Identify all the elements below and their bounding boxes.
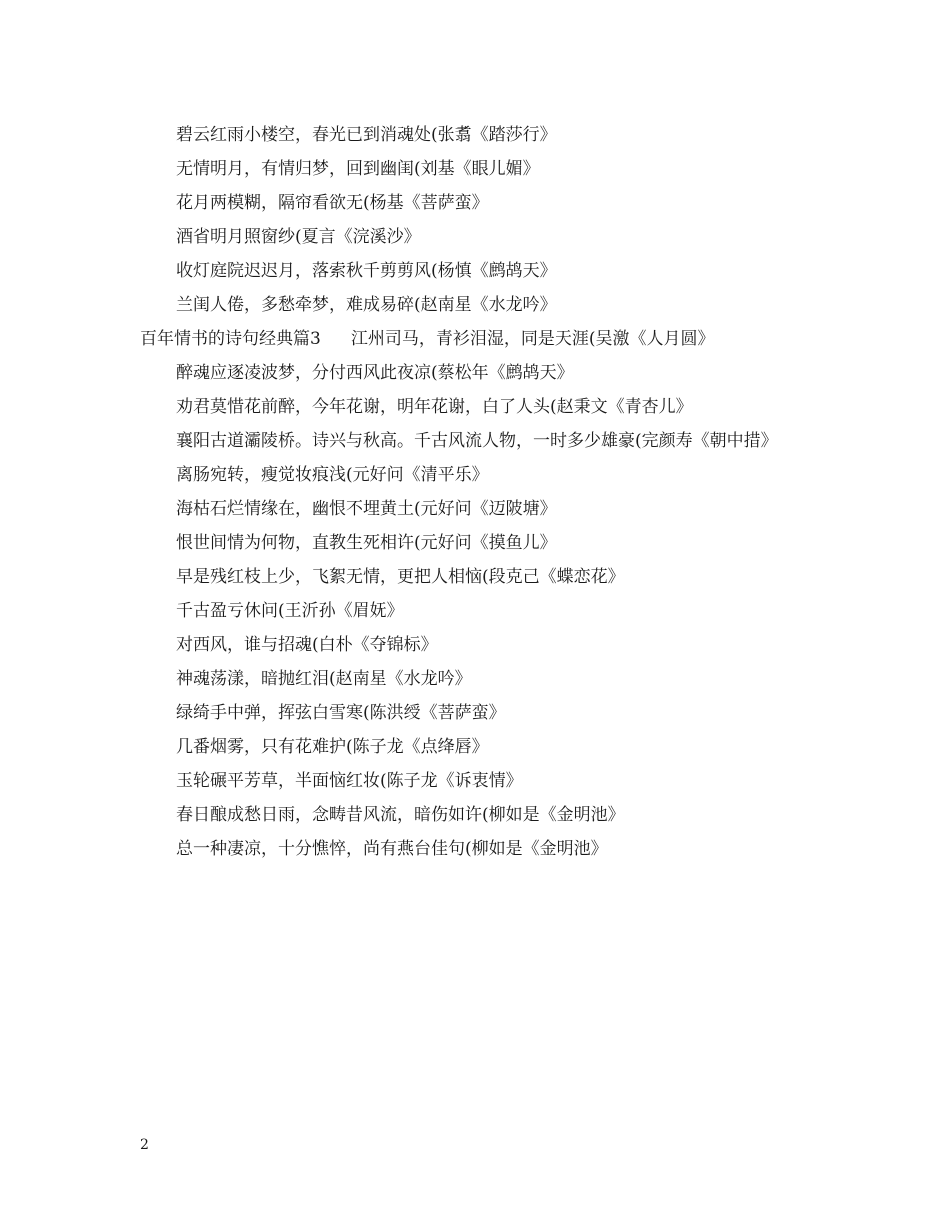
poem-line: 玉轮碾平芳草，半面恼红妆(陈子龙《诉衷情》 [176,771,523,791]
poem-line: 花月两模糊，隔帘看欲无(杨基《菩萨蛮》 [176,193,489,213]
poem-line: 春日酿成愁日雨，念畴昔风流，暗伤如许(柳如是《金明池》 [176,805,625,825]
poem-line: 江州司马，青衫泪湿，同是天涯(吴激《人月圆》 [350,329,715,349]
poem-line: 对西风，谁与招魂(白朴《夺锦标》 [176,635,438,655]
section-title: 百年情书的诗句经典篇3 [140,329,321,349]
poem-line: 无情明月，有情归梦，回到幽闺(刘基《眼儿媚》 [176,159,540,179]
poem-line: 几番烟雾，只有花难护(陈子龙《点绛唇》 [176,737,489,757]
poem-line: 神魂荡漾，暗抛红泪(赵南星《水龙吟》 [176,669,472,689]
poem-line: 收灯庭院迟迟月，落索秋千剪剪风(杨慎《鹧鸪天》 [176,261,557,281]
section-heading-line [140,322,820,356]
poem-line-wrapped: 襄阳古道灞陵桥。诗兴与秋高。千古风流人物，一时多少雄豪(完颜寿《朝中措》 [176,431,778,451]
poem-line: 酒省明月照窗纱(夏言《浣溪沙》 [176,227,421,247]
poem-line: 恨世间情为何物，直教生死相许(元好问《摸鱼儿》 [176,533,557,553]
poem-line: 总一种凄凉，十分憔悴，尚有燕台佳句(柳如是《金明池》 [176,839,608,859]
poem-line: 碧云红雨小楼空，春光已到消魂处(张翥《踏莎行》 [176,125,557,145]
page-number: 2 [140,1137,149,1153]
document-body [140,118,820,866]
poem-line: 海枯石烂情缘在，幽恨不埋黄土(元好问《迈陂塘》 [176,499,557,519]
poem-line: 早是残红枝上少，飞絮无情，更把人相恼(段克己《蝶恋花》 [176,567,625,587]
poem-line: 劝君莫惜花前醉，今年花谢，明年花谢，白了人头(赵秉文《青杏儿》 [176,397,693,417]
poem-line: 千古盈亏休问(王沂孙《眉妩》 [176,601,404,621]
poem-line: 离肠宛转，瘦觉妆痕浅(元好问《清平乐》 [176,465,489,485]
poem-line: 醉魂应逐凌波梦，分付西风此夜凉(蔡松年《鹧鸪天》 [176,363,574,383]
poem-line: 兰闺人倦，多愁牵梦，难成易碎(赵南星《水龙吟》 [176,295,557,315]
poem-line: 绿绮手中弹，挥弦白雪寒(陈洪绶《菩萨蛮》 [176,703,506,723]
